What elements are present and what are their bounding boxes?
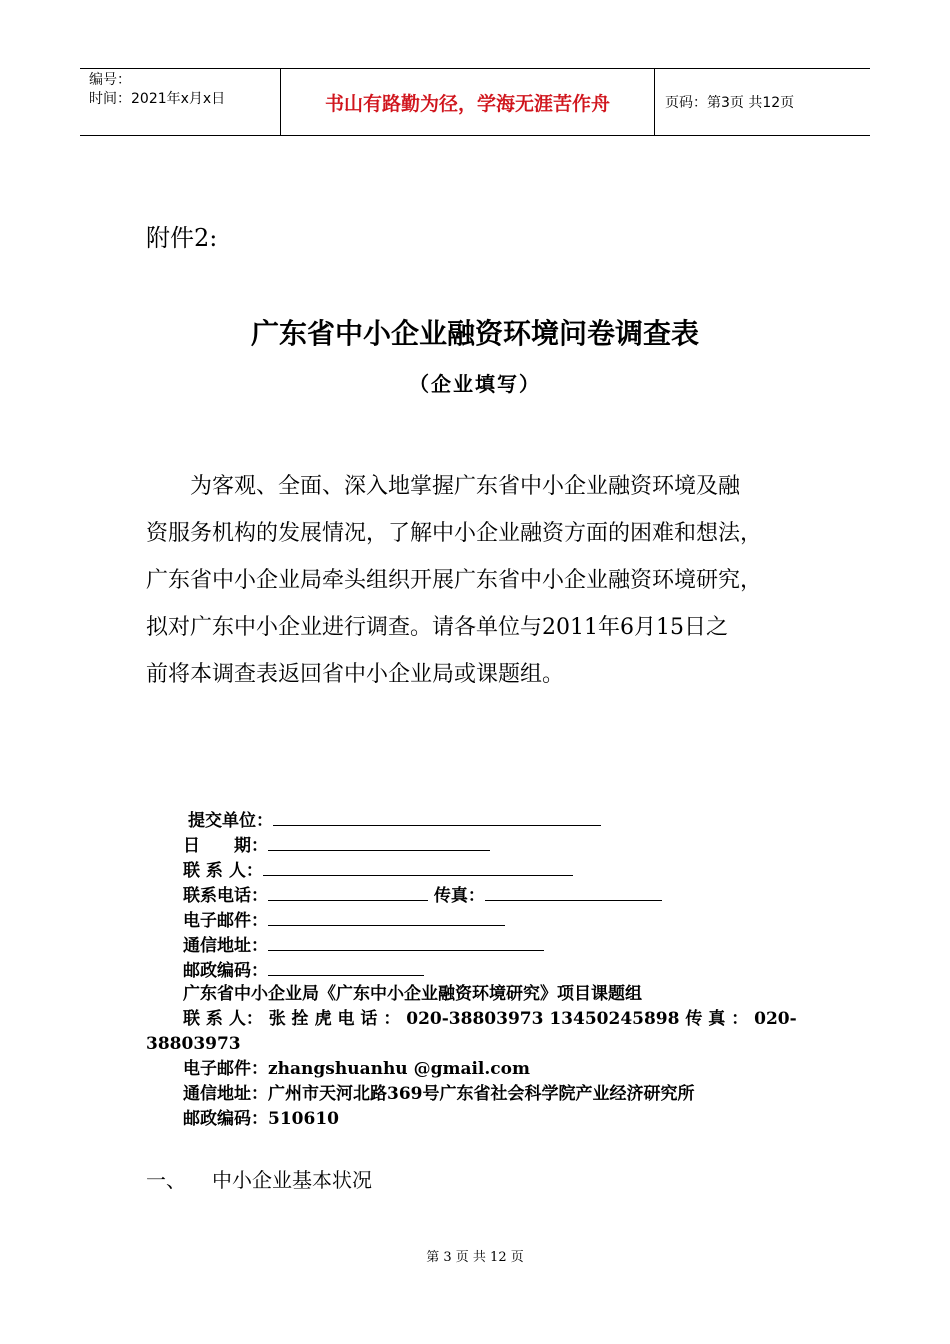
header-table <box>80 68 870 136</box>
annex-label: 附件2: <box>146 224 218 252</box>
org-address: 通信地址：广州市天河北路369号广东省社会科学院产业经济研究所 <box>183 1084 695 1104</box>
contact-label: 联 系 人： <box>183 861 263 881</box>
email-label: 电子邮件： <box>183 911 268 931</box>
intro-line: 前将本调查表返回省中小企业局或课题组。 <box>146 662 565 687</box>
section-number: 一、 <box>146 1168 186 1192</box>
intro-paragraph <box>146 463 810 698</box>
email-row <box>183 907 505 932</box>
header-meta <box>80 69 281 135</box>
header-time: 时间：2021年x月x日 <box>89 91 226 107</box>
org-email: 电子邮件：zhangshuanhu @gmail.com <box>183 1059 530 1079</box>
date-row <box>183 832 490 857</box>
header-number: 编号： <box>89 72 131 88</box>
org-name: 广东省中小企业局《广东中小企业融资环境研究》项目课题组 <box>183 984 642 1004</box>
fax-label: 传真： <box>433 886 485 906</box>
org-contact-line-cont: 38803973 <box>146 1034 241 1054</box>
section-heading <box>146 1164 372 1193</box>
intro-line: 资服务机构的发展情况，了解中小企业融资方面的困难和想法， <box>146 521 763 546</box>
page-footer: 第 3 页 共 12 页 <box>426 1250 524 1265</box>
address-label: 通信地址： <box>183 936 268 956</box>
date-label: 日 期： <box>183 836 268 856</box>
postcode-row <box>183 957 424 982</box>
date-field[interactable] <box>268 832 490 851</box>
doc-title: 广东省中小企业融资环境问卷调查表 <box>250 317 699 350</box>
intro-line: 为客观、全面、深入地掌握广东省中小企业融资环境及融 <box>190 474 741 499</box>
header-motto: 书山有路勤为径，学海无涯苦作舟 <box>281 69 655 135</box>
intro-line: 拟对广东中小企业进行调查。请各单位与2011年6月15日之 <box>146 615 728 640</box>
address-row <box>183 932 544 957</box>
fax-field[interactable] <box>485 882 662 901</box>
intro-line: 广东省中小企业局牵头组织开展广东省中小企业融资环境研究， <box>146 568 763 593</box>
postcode-label: 邮政编码： <box>183 961 268 981</box>
phone-row <box>183 882 662 907</box>
header-page: 页码：第3页 共12页 <box>665 95 795 111</box>
submit-unit-row <box>188 807 601 832</box>
postcode-field[interactable] <box>268 957 424 976</box>
contact-field[interactable] <box>263 857 573 876</box>
org-contact-line: 联 系 人： 张 拴 虎 电 话 ： 020-38803973 13450245898 传 真 ： 020- <box>183 1009 797 1029</box>
submit-unit-label: 提交单位： <box>188 811 273 831</box>
contact-row <box>183 857 573 882</box>
section-title: 中小企业基本状况 <box>212 1168 372 1192</box>
phone-label: 联系电话： <box>183 886 268 906</box>
doc-subtitle: （企业填写） <box>409 372 541 396</box>
email-field[interactable] <box>268 907 505 926</box>
address-field[interactable] <box>268 932 544 951</box>
submit-unit-field[interactable] <box>273 807 601 826</box>
org-postcode: 邮政编码：510610 <box>183 1109 339 1129</box>
phone-field[interactable] <box>268 882 428 901</box>
